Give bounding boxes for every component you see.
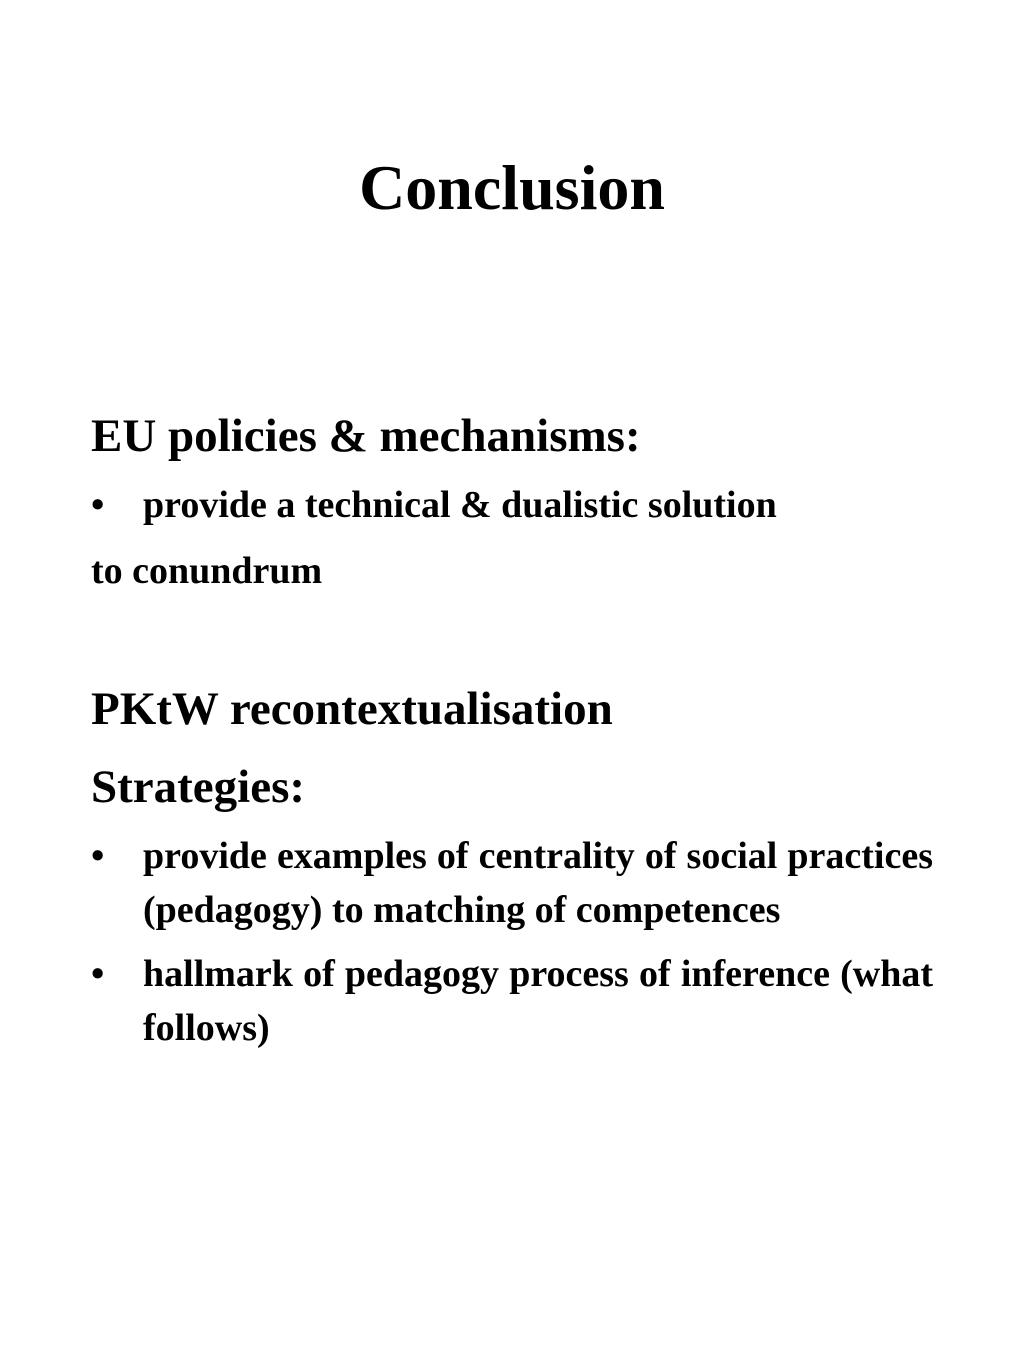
section-heading-eu-policies: EU policies & mechanisms:: [91, 410, 641, 462]
bullet-continuation-text: to conundrum: [91, 550, 323, 592]
section-heading-pktw: PKtW recontextualisation: [91, 683, 613, 735]
bullet-text: provide examples of centrality of social practices (pedagogy) to matching of competences: [143, 835, 933, 931]
bullet-list-eu-policies: [91, 478, 933, 532]
bullet-text: provide a technical & dualistic solution: [143, 484, 777, 526]
list-item: [91, 829, 933, 937]
bullet-icon: •: [91, 835, 105, 877]
bullet-list-strategies: [91, 829, 933, 1055]
bullet-text: hallmark of pedagogy process of inference (what follows): [143, 953, 933, 1049]
slide-title: Conclusion: [359, 152, 665, 223]
bullet-icon: •: [91, 484, 105, 526]
list-item: [91, 478, 933, 532]
bullet-icon: •: [91, 953, 105, 995]
list-item: [91, 947, 933, 1055]
section-heading-strategies: Strategies:: [91, 761, 306, 813]
